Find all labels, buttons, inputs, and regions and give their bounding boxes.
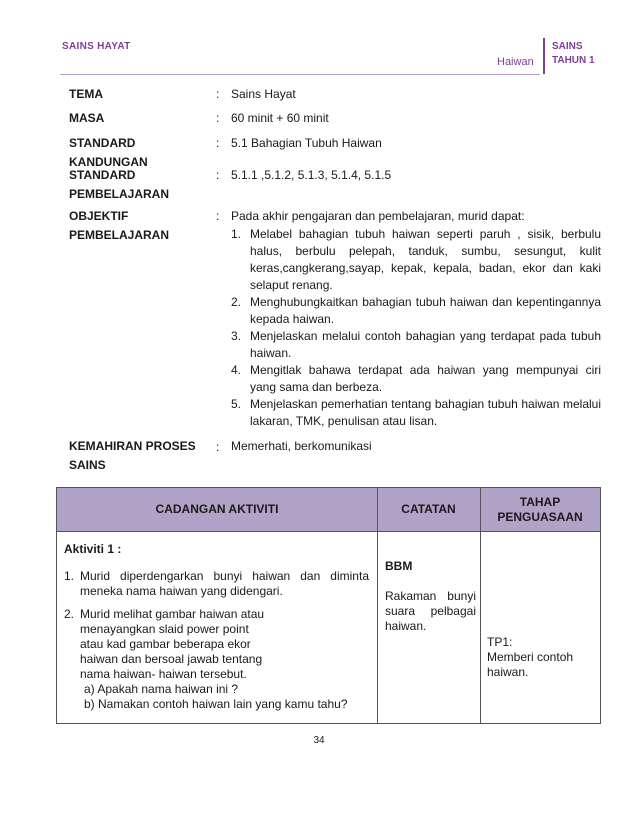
tp-label: TP1: — [487, 635, 513, 649]
subquestion-a: a) Apakah nama haiwan ini ? — [84, 682, 239, 696]
objective-text: Menghubungkaitkan bahagian tubuh haiwan dan kepentingannya kepada haiwan. — [250, 295, 601, 326]
objective-number: 4. — [231, 363, 242, 377]
subquestion-b: b) Namakan contoh haiwan lain yang kamu tahu? — [84, 697, 348, 711]
objective-item — [231, 396, 601, 430]
colon: : — [216, 111, 220, 125]
header-divider — [543, 38, 545, 74]
sk-label-line2: KANDUNGAN — [69, 155, 148, 169]
objective-text: Mengitlak bahawa terdapat ada haiwan yang mempunyai ciri yang sama dan berbeza. — [250, 363, 601, 394]
objective-item — [231, 362, 601, 396]
sp-label — [69, 166, 209, 204]
activity-item — [64, 607, 369, 682]
sp-label-line1: STANDARD — [69, 168, 136, 182]
tema-label: TEMA — [69, 87, 103, 101]
sk-value: 5.1 Bahagian Tubuh Haiwan — [231, 136, 382, 150]
activity-text: Murid diperdengarkan bunyi haiwan dan diminta meneka nama haiwan yang didengari. — [80, 569, 369, 598]
activity-title: Aktiviti 1 : — [64, 542, 122, 556]
header-tahap-line1: TAHAP — [519, 494, 561, 509]
objective-item — [231, 328, 601, 362]
kps-value: Memerhati, berkomunikasi — [231, 439, 372, 453]
masa-label: MASA — [69, 111, 105, 125]
header-catatan: CATATAN — [377, 488, 480, 532]
masa-value: 60 minit + 60 minit — [231, 111, 329, 125]
colon: : — [216, 209, 220, 223]
header-tahap-line2: PENGUASAAN — [497, 509, 583, 524]
kps-label-line2: SAINS — [69, 458, 106, 472]
header-rule — [60, 74, 540, 75]
header-class-line1: SAINS — [552, 41, 583, 52]
objective-number: 3. — [231, 329, 242, 343]
activity-number: 1. — [64, 569, 75, 583]
objective-number: 2. — [231, 295, 242, 309]
column-divider — [377, 488, 378, 723]
column-divider — [480, 488, 481, 723]
objective-item — [231, 226, 601, 294]
kps-label-line1: KEMAHIRAN PROSES — [69, 439, 196, 453]
objective-text: Menjelaskan pemerhatian tentang bahagian tubuh haiwan melalui lakaran, TMK, penulisan atau lisan. — [250, 397, 601, 428]
objective-number: 1. — [231, 227, 242, 241]
header-tahap-penguasaan — [480, 488, 600, 532]
activity-cell — [64, 532, 369, 712]
objective-item — [231, 294, 601, 328]
header-topic: Haiwan — [497, 56, 534, 68]
colon: : — [216, 440, 220, 454]
catatan-cell — [385, 532, 476, 634]
sp-label-line2: PEMBELAJARAN — [69, 187, 170, 201]
objective-text: Melabel bahagian tubuh haiwan seperti paruh , sisik, berbulu halus, berbulu pelepah, tanduk, sumbu, sesungut, kulit keras,cangkerang,sayap, kepak, kepala, badan, ekor dan kaki selaput renang. — [250, 227, 601, 292]
colon: : — [216, 136, 220, 150]
activity-text: Murid melihat gambar haiwan atau menayangkan slaid power point atau kad gambar beberapa ekor haiwan dan bersoal jawab tentang nama haiwan- haiwan tersebut. — [80, 607, 265, 681]
sp-value: 5.1.1 ,5.1.2, 5.1.3, 5.1.4, 5.1.5 — [231, 168, 392, 182]
sk-label-line1: STANDARD — [69, 136, 136, 150]
objectives-intro: Pada akhir pengajaran dan pembelajaran, murid dapat: — [231, 209, 525, 223]
activity-item — [64, 569, 369, 599]
kps-label — [69, 437, 214, 475]
tp-text: Memberi contoh haiwan. — [487, 650, 574, 679]
activity-subquestions — [64, 682, 369, 712]
header-class — [552, 40, 595, 68]
colon: : — [216, 168, 220, 182]
activity-table — [56, 487, 601, 724]
tahap-cell — [487, 532, 595, 680]
bbm-label: BBM — [385, 559, 413, 573]
objective-text: Menjelaskan melalui contoh bahagian yang terdapat pada tubuh haiwan. — [250, 329, 601, 360]
obj-label-line1: OBJEKTIF — [69, 209, 129, 223]
activity-number: 2. — [64, 607, 75, 621]
objectives-list — [231, 207, 601, 430]
header-subject: SAINS HAYAT — [62, 41, 131, 52]
page-number: 34 — [313, 735, 325, 746]
header-cadangan-aktiviti: CADANGAN AKTIVITI — [57, 488, 377, 532]
tema-value: Sains Hayat — [231, 87, 296, 101]
colon: : — [216, 87, 220, 101]
catatan-text: Rakaman bunyi suara pelbagai haiwan. — [385, 589, 476, 633]
objective-number: 5. — [231, 397, 242, 411]
obj-label-line2: PEMBELAJARAN — [69, 228, 170, 242]
obj-label — [69, 207, 209, 245]
header-class-line2: TAHUN 1 — [552, 55, 595, 66]
